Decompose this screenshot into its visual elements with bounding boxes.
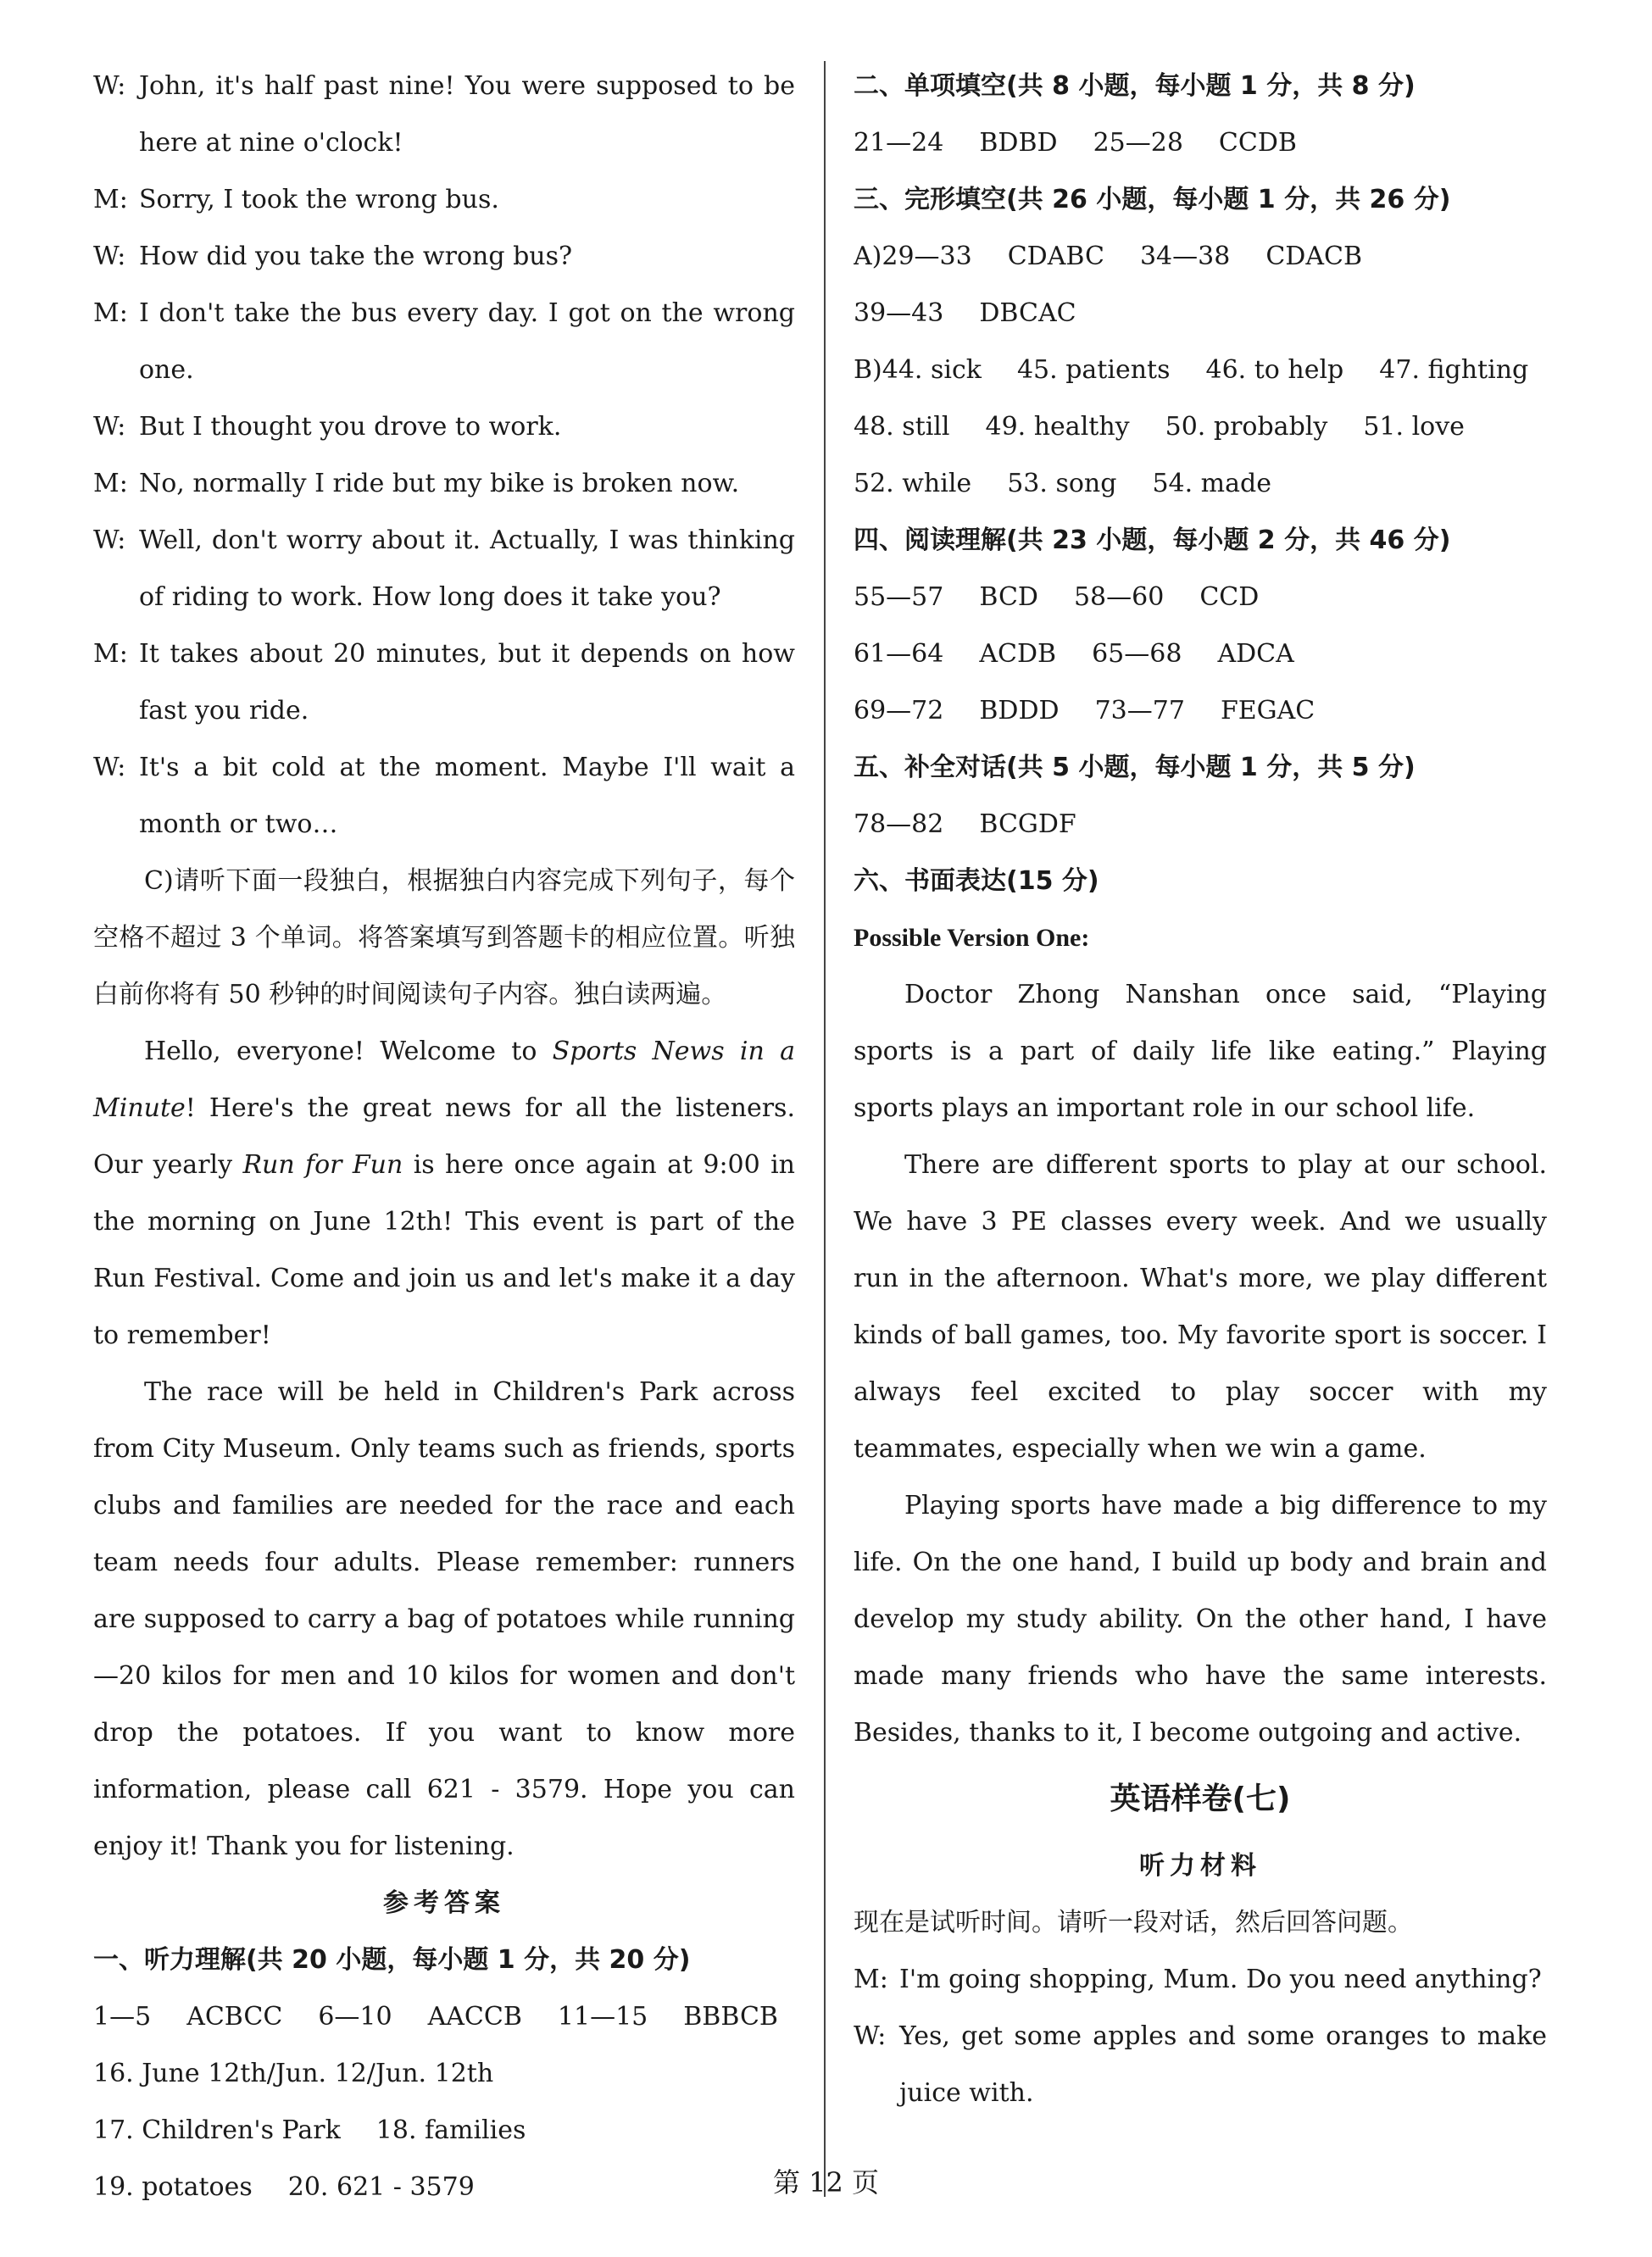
section-4-answers [854, 569, 1547, 739]
answers-title: 参考答案 [383, 1888, 505, 1918]
trial-instructions: 现在是试听时间。请听一段对话，然后回答问题。 [854, 1908, 1413, 1937]
speaker-label: W: [93, 753, 126, 782]
speaker-label: W: [854, 2021, 887, 2051]
part-c-instructions: C)请听下面一段独白，根据独白内容完成下列句子，每个空格不超过 3 个单词。将答案填写到答题卡的相应位置。听独白前你将有 50 秒钟的时间阅读句子内容。独白读两遍。 [93, 866, 795, 1009]
utterance: But I thought you drove to work. [139, 412, 562, 442]
utterance: I don't take the bus every day. I got on the wrong one. [139, 298, 795, 385]
answer-item: BBBCB [683, 2002, 778, 2032]
answer-item: 61—64 [854, 639, 944, 669]
answer-line [93, 2045, 795, 2102]
possible-version-title: Possible Version One: [854, 924, 1090, 952]
dialogue-line [93, 625, 795, 739]
dialogue-b [93, 58, 795, 853]
answer-line [854, 398, 1547, 455]
utterance: It's a bit cold at the moment. Maybe I'll wait a month or two… [139, 753, 795, 839]
dialogue-line [93, 58, 795, 171]
monologue-paragraph-2: The race will be held in Children's Park across from City Museum. Only teams such as friends, sports clubs and families are needed for the race and each team needs four adults. Please remember: runners are supposed to carry a bag of potatoes while running—20 kilos for men and 10 kilos for women and don't drop the potatoes. If you want to know more information, please call 621 - 3579. Hope you can enjoy it! Thank you for listening. [93, 1377, 795, 1861]
answer-item: AACCB [427, 2002, 522, 2032]
utterance: No, normally I ride but my bike is broken now. [139, 469, 740, 498]
monologue-paragraph-1: Hello, everyone! Welcome to Sports News in a Minute! Here's the great news for all the listeners. Our yearly Run for Fun is here once again at 9:00 in the morning on June 12th! This event is part of the Run Festival. Come and join us and let's make it a day to remember! [93, 1037, 795, 1350]
answer-item: 50. probably [1165, 412, 1328, 442]
dialogue-line [93, 171, 795, 228]
utterance: It takes about 20 minutes, but it depends on how fast you ride. [139, 639, 795, 725]
section-5-title: 五、补全对话(共 5 小题，每小题 1 分，共 5 分) [854, 753, 1416, 782]
answer-item: CCDB [1218, 128, 1297, 158]
answer-line [854, 285, 1547, 342]
answer-item: 18. families [375, 2115, 526, 2145]
speaker-label: W: [93, 242, 126, 271]
answer-item: BCGDF [979, 809, 1076, 839]
answer-line [854, 455, 1547, 512]
answer-item: 34—38 [1139, 242, 1231, 271]
answer-line [854, 342, 1547, 398]
answer-item: 39—43 [854, 298, 944, 328]
dialogue-line [93, 455, 795, 512]
answer-item: A)29—33 [854, 242, 972, 271]
answer-line [854, 682, 1547, 739]
utterance: Yes, get some apples and some oranges to make juice with. [899, 2021, 1547, 2108]
section-5-answers [854, 796, 1547, 853]
section-6-title: 六、书面表达(15 分) [854, 866, 1099, 896]
answer-line [854, 228, 1547, 285]
answer-item: ACDB [979, 639, 1057, 669]
answer-item: 51. love [1363, 412, 1465, 442]
answer-line [854, 114, 1547, 171]
answer-item: 16. June 12th/Jun. 12/Jun. 12th [93, 2059, 494, 2088]
speaker-label: M: [93, 469, 128, 498]
section-3-title: 三、完形填空(共 26 小题，每小题 1 分，共 26 分) [854, 185, 1451, 214]
answer-item: 6—10 [318, 2002, 392, 2032]
answer-item: CCD [1199, 582, 1260, 612]
essay-paragraph: Doctor Zhong Nanshan once said, “Playing sports is a part of daily life like eating.” Playing sports plays an important role in our school life. [854, 980, 1547, 1123]
section-4-title: 四、阅读理解(共 23 小题，每小题 2 分，共 46 分) [854, 525, 1451, 555]
answer-item: 21—24 [854, 128, 944, 158]
answer-item: BCD [979, 582, 1038, 612]
answer-item: 17. Children's Park [93, 2115, 341, 2145]
answer-item: BDBD [979, 128, 1058, 158]
speaker-label: W: [93, 412, 126, 442]
listening-material-title: 听力材料 [1139, 1851, 1261, 1881]
trial-dialogue [854, 1951, 1547, 2121]
dialogue-line [854, 1951, 1547, 2008]
answer-item: 1—5 [93, 2002, 152, 2032]
dialogue-line [93, 739, 795, 853]
utterance: Well, don't worry about it. Actually, I was thinking of riding to work. How long does it take you? [139, 525, 795, 612]
essay [854, 966, 1547, 1761]
dialogue-line [854, 2008, 1547, 2121]
right-column [854, 58, 1547, 2121]
utterance: I'm going shopping, Mum. Do you need anything? [899, 1965, 1542, 1994]
left-column [93, 58, 795, 2215]
answer-item: 53. song [1007, 469, 1117, 498]
answer-item: 52. while [854, 469, 972, 498]
answer-item: ACBCC [186, 2002, 283, 2032]
essay-paragraph: Playing sports have made a big difference to my life. On the one hand, I build up body and brain and develop my study ability. On the other hand, I have made many friends who have the same interests. Besides, thanks to it, I become outgoing and active. [854, 1491, 1547, 1748]
section-2-title: 二、单项填空(共 8 小题，每小题 1 分，共 8 分) [854, 71, 1416, 101]
column-divider [824, 61, 826, 2197]
answer-item: B)44. sick [854, 355, 982, 385]
answer-item: 69—72 [854, 696, 944, 725]
section-3-answers [854, 228, 1547, 512]
answer-item: 58—60 [1073, 582, 1165, 612]
speaker-label: W: [93, 525, 126, 555]
answer-item: 47. fighting [1379, 355, 1529, 385]
utterance: Sorry, I took the wrong bus. [139, 185, 499, 214]
answer-line [854, 569, 1547, 625]
utterance: How did you take the wrong bus? [139, 242, 573, 271]
answer-item: 20. 621 - 3579 [287, 2172, 475, 2202]
answer-item: DBCAC [979, 298, 1076, 328]
answer-item: 45. patients [1016, 355, 1171, 385]
answer-item: CDABC [1007, 242, 1104, 271]
section-1-title: 一、听力理解(共 20 小题，每小题 1 分，共 20 分) [93, 1945, 691, 1975]
dialogue-line [93, 512, 795, 625]
answer-item: 11—15 [557, 2002, 648, 2032]
answer-line [93, 2102, 795, 2159]
answer-item: 54. made [1152, 469, 1271, 498]
answer-item: 25—28 [1093, 128, 1183, 158]
answer-line [854, 625, 1547, 682]
speaker-label: W: [93, 71, 126, 101]
speaker-label: M: [93, 185, 128, 214]
speaker-label: M: [93, 298, 128, 328]
answer-item: BDDD [979, 696, 1060, 725]
answer-item: 46. to help [1205, 355, 1344, 385]
dialogue-line [93, 285, 795, 398]
answer-item: FEGAC [1220, 696, 1315, 725]
speaker-label: M: [854, 1965, 888, 1994]
paper-7-title: 英语样卷(七) [1110, 1782, 1291, 1816]
utterance: John, it's half past nine! You were supposed to be here at nine o'clock! [139, 71, 795, 158]
answer-item: 48. still [854, 412, 950, 442]
speaker-label: M: [93, 639, 128, 669]
essay-paragraph: There are different sports to play at our school. We have 3 PE classes every week. And we usually run in the afternoon. What's more, we play different kinds of ball games, too. My favorite sport is soccer. I always feel excited to play soccer with my teammates, especially when we win a game. [854, 1150, 1547, 1464]
answer-item: 49. healthy [985, 412, 1130, 442]
answer-item: 73—77 [1094, 696, 1185, 725]
dialogue-line [93, 398, 795, 455]
page-number: 第 12 页 [772, 2166, 880, 2199]
answer-item: 78—82 [854, 809, 944, 839]
answer-item: ADCA [1217, 639, 1294, 669]
answer-line [93, 1988, 795, 2045]
answer-item: CDACB [1265, 242, 1362, 271]
answer-item: 65—68 [1092, 639, 1182, 669]
answer-item: 55—57 [854, 582, 944, 612]
section-2-answers [854, 114, 1547, 171]
answer-line [854, 796, 1547, 853]
dialogue-line [93, 228, 795, 285]
answer-item: 19. potatoes [93, 2172, 253, 2202]
